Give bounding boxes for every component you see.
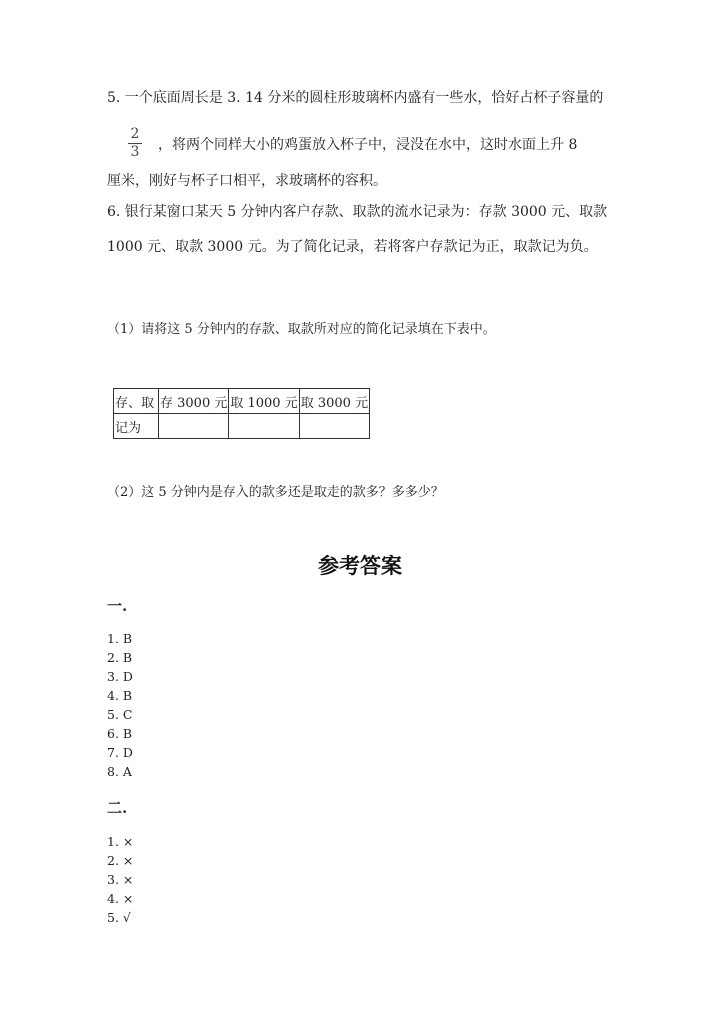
- list-item: 5. √: [107, 910, 131, 925]
- list-item: 7. D: [107, 745, 133, 760]
- table-cell-empty: [229, 414, 299, 439]
- q5-line2: ，将两个同样大小的鸡蛋放入杯子中，浸没在水中，这时水面上升 8: [158, 137, 578, 153]
- q6-line2: 1000 元、取款 3000 元。为了简化记录，若将客户存款记为正，取款记为负。: [107, 239, 598, 255]
- section2-answers: [107, 832, 133, 927]
- table-cell: 取 3000 元: [299, 389, 369, 414]
- table-cell-empty: [299, 414, 369, 439]
- section2-label: 二.: [107, 799, 128, 817]
- q5-line3: 厘米，刚好与杯子口相平，求玻璃杯的容积。: [107, 173, 387, 189]
- fraction-two-thirds: [128, 127, 142, 160]
- q6-line1: 6. 银行某窗口某天 5 分钟内客户存款、取款的流水记录为：存款 3000 元、取款: [107, 204, 608, 220]
- table-row: [114, 414, 370, 439]
- list-item: 3. ×: [107, 872, 134, 887]
- list-item: 2. ×: [107, 853, 134, 868]
- q6-sub1: （1）请将这 5 分钟内的存款、取款所对应的简化记录填在下表中。: [107, 322, 496, 337]
- list-item: 1. ×: [107, 834, 134, 849]
- q6-sub2: （2）这 5 分钟内是存入的款多还是取走的款多？多多少？: [107, 485, 444, 500]
- list-item: 4. B: [107, 688, 133, 703]
- record-table: [113, 388, 370, 439]
- list-item: 8. A: [107, 764, 132, 779]
- list-item: 5. C: [107, 707, 133, 722]
- fraction-numerator: 2: [130, 126, 140, 142]
- list-item: 6. B: [107, 726, 133, 741]
- table-cell-empty: [159, 414, 229, 439]
- q5-line1: 5. 一个底面周长是 3. 14 分米的圆柱形玻璃杯内盛有一些水，恰好占杯子容量的: [107, 90, 604, 106]
- fraction-denominator: 3: [130, 144, 140, 160]
- section1-label: 一.: [107, 597, 128, 615]
- table-cell: 存 3000 元: [159, 389, 229, 414]
- answers-title: 参考答案: [318, 553, 402, 578]
- list-item: 1. B: [107, 631, 133, 646]
- section1-answers: [107, 629, 133, 781]
- table-row: [114, 389, 370, 414]
- list-item: 2. B: [107, 650, 133, 665]
- list-item: 3. D: [107, 669, 133, 684]
- table-cell: 记为: [114, 414, 159, 439]
- list-item: 4. ×: [107, 891, 134, 906]
- table-cell: 取 1000 元: [229, 389, 299, 414]
- table-cell: 存、取: [114, 389, 159, 414]
